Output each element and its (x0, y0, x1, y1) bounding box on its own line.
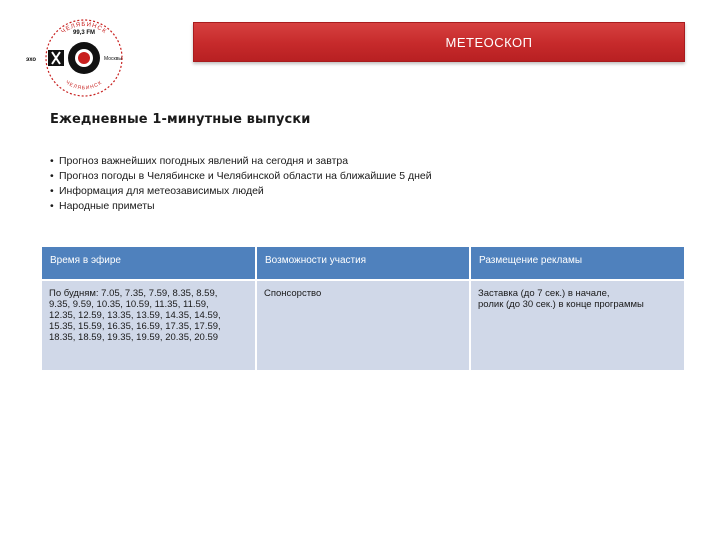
cell-airtime: По будням: 7.05, 7.35, 7.59, 8.35, 8.59, 9.35, 9.59, 10.35, 10.59, 11.35, 11.59, 12.35, 12.59, 13.35, 13.59, 14.35, 14.59, 15.35, 15.59, 16.35, 16.59, 17.35, 17.59, 18.35, 18.59, 19.35, 19.59, 20.35, 20.59 (42, 280, 256, 370)
radio-logo (22, 14, 146, 98)
subtitle: Ежедневные 1-минутные выпуски (50, 112, 311, 127)
cell-participation: Спонсорство (256, 280, 470, 370)
logo-bottom-text: ЧЕЛЯБИНСК (64, 79, 104, 92)
header-advertising: Размещение рекламы (470, 247, 684, 280)
logo-right-text: Москвы (104, 56, 122, 62)
table-header-row (42, 247, 684, 280)
list-item: • Информация для метеозависимых людей (50, 184, 432, 199)
title-bar (193, 22, 685, 62)
echo-logo-icon (22, 14, 146, 98)
schedule-table (42, 247, 684, 370)
logo-freq: 99,3 FM (72, 30, 96, 36)
logo-left-text: эхо (26, 57, 37, 63)
header-airtime: Время в эфире (42, 247, 256, 280)
table-row (42, 280, 684, 370)
cell-advertising: Заставка (до 7 сек.) в начале, ролик (до 30 сек.) в конце программы (470, 280, 684, 370)
page-title: МЕТЕОСКОП (445, 35, 533, 50)
feature-list (50, 154, 432, 214)
list-item: • Народные приметы (50, 199, 432, 214)
logo-top-text: ЧЕЛЯБИНСК (60, 21, 108, 36)
svg-text:ЧЕЛЯБИНСК (64, 80, 103, 92)
list-item: • Прогноз погоды в Челябинске и Челябинской области на ближайшие 5 дней (50, 169, 432, 184)
header-participation: Возможности участия (256, 247, 470, 280)
list-item: • Прогноз важнейших погодных явлений на сегодня и завтра (50, 154, 432, 169)
